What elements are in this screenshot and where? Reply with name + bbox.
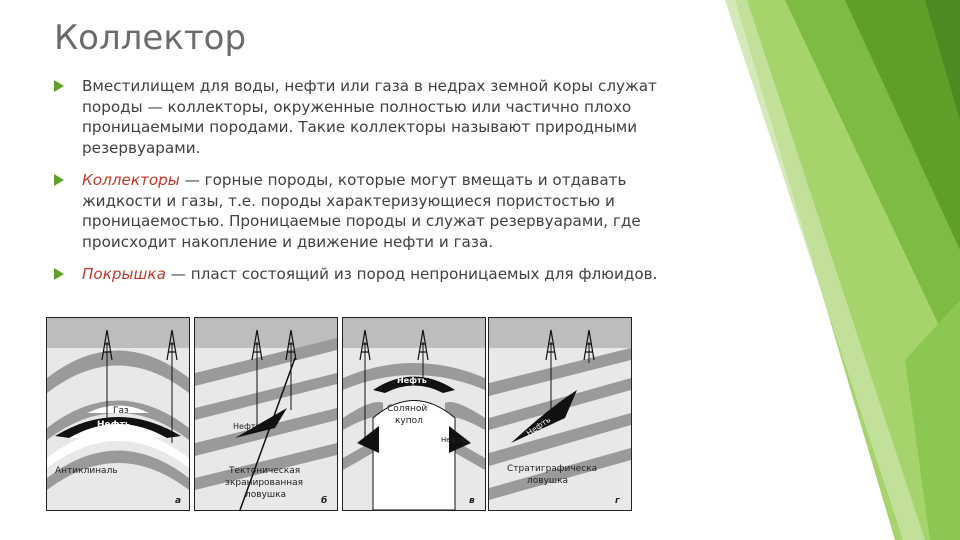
slide-title: Коллектор <box>54 18 247 58</box>
panel-caption-line: ловушка <box>527 476 569 486</box>
panel-anticline <box>46 317 190 511</box>
panel-letter: г <box>615 496 620 506</box>
panel-caption-line: Стратиграфическа <box>507 464 598 474</box>
oil-label: Нефть <box>97 420 131 430</box>
bullet-arrow-icon <box>54 80 64 92</box>
panel-caption-line: Тектоническая <box>229 466 301 476</box>
bullet-list <box>52 76 692 297</box>
dome-label-line: Соляной <box>387 404 428 414</box>
salt-dome-diagram <box>343 318 485 510</box>
panel-stratigraphic-trap <box>488 317 632 511</box>
bullet-text: — пласт состоящий из пород непроницаемых для флюидов. <box>165 265 658 283</box>
panel-letter: б <box>321 496 328 506</box>
panel-tectonic-trap <box>194 317 338 511</box>
panel-caption: Антиклиналь <box>55 466 118 476</box>
bullet-item <box>52 264 692 285</box>
gas-label: Газ <box>113 406 129 416</box>
oil-label: Нефть <box>524 415 553 438</box>
panel-caption-line: экранированная <box>225 478 304 488</box>
panel-letter: в <box>469 496 475 506</box>
oil-label: Нефть <box>233 422 261 431</box>
bullet-text: Вместилищем для воды, нефти или газа в недрах земной коры служат породы — коллекторы, окруженные полностью или частично плохо проницаемыми породами. Такие коллекторы называют природными резервуарами. <box>82 77 657 157</box>
oil-label: Нефть <box>397 376 427 385</box>
dome-label-line: купол <box>395 416 423 426</box>
panel-caption-line: ловушка <box>245 490 287 500</box>
bullet-arrow-icon <box>54 268 64 280</box>
panel-salt-dome <box>342 317 486 511</box>
decorative-green-shapes <box>725 0 960 540</box>
bullet-item <box>52 76 692 158</box>
panel-letter: а <box>175 496 182 506</box>
oil-label: Нефть <box>441 436 465 444</box>
bullet-term: Покрышка <box>82 265 166 283</box>
bullet-text: — горные породы, которые могут вмещать и отдавать жидкости и газы, т.е. породы характеризующиеся пористостью и проницаемостью. Проницаемые породы и служат резервуарами, где происходит накопление и движение нефти и газа. <box>82 171 641 251</box>
bullet-item <box>52 170 692 252</box>
bullet-arrow-icon <box>54 174 64 186</box>
bullet-term: Коллекторы <box>82 171 180 189</box>
